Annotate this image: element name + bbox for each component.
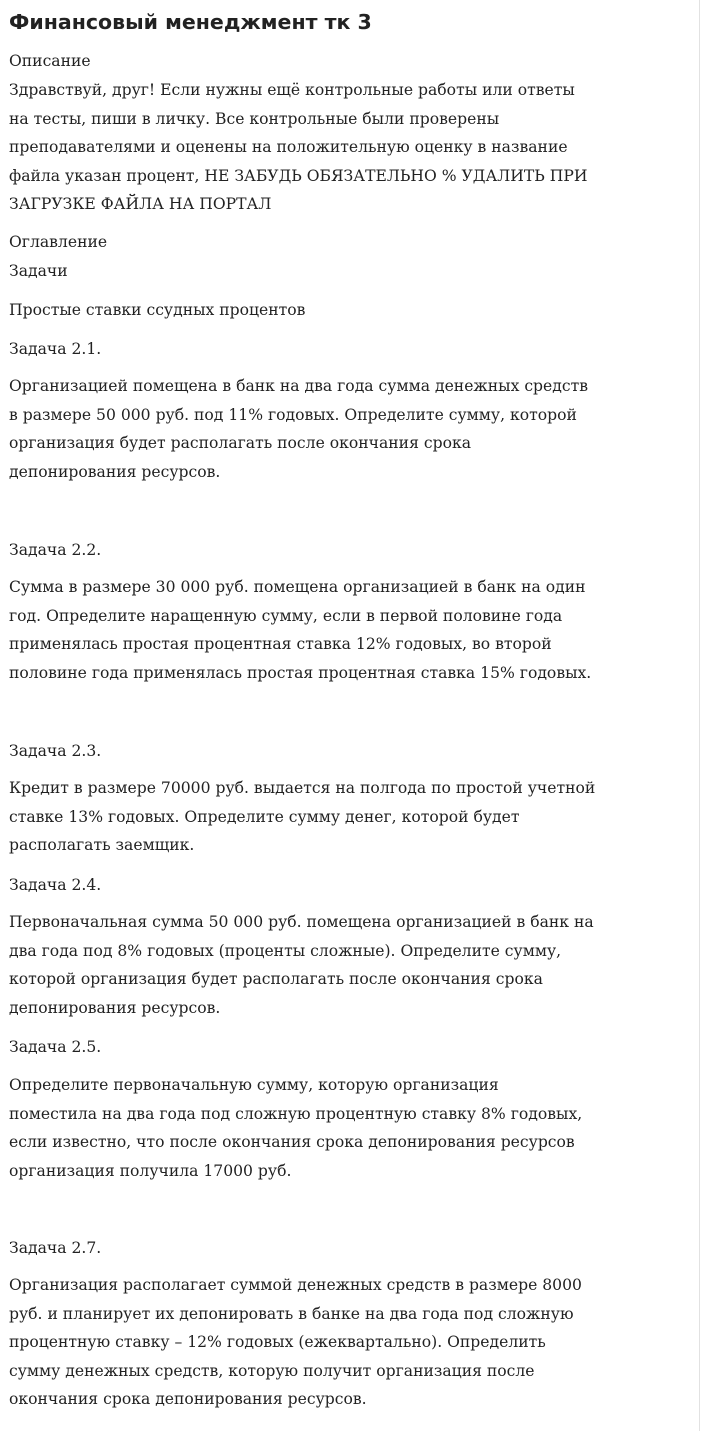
page-title: Финансовый менеджмент тк 3: [9, 10, 372, 34]
text-line: Сумма в размере 30 000 руб. помещена организацией в банк на один: [9, 578, 586, 596]
text-line: организация получила 17000 руб.: [9, 1161, 292, 1180]
section-title: Простые ставки ссудных процентов: [9, 301, 306, 319]
text-line: в размере 50 000 руб. под 11% годовых. Определите сумму, которой: [9, 405, 577, 424]
text-line: которой организация будет располагать после окончания срока: [9, 970, 543, 989]
text-line: ЗАГРУЗКЕ ФАЙЛА НА ПОРТАЛ: [9, 195, 272, 214]
text-line: руб. и планирует их депонировать в банке на два года под сложную: [9, 1304, 574, 1323]
text-line: Организация располагает суммой денежных средств в размере 8000: [9, 1276, 582, 1294]
text-line: ставке 13% годовых. Определите сумму денег, которой будет: [9, 807, 520, 826]
text-line: два года под 8% годовых (проценты сложные). Определите сумму,: [9, 941, 562, 960]
text-line: если известно, что после окончания срока депонирования ресурсов: [9, 1133, 575, 1152]
text-line: год. Определите наращенную сумму, если в первой половине года: [9, 606, 563, 625]
text-line: депонирования ресурсов.: [9, 462, 221, 481]
task-text: [9, 573, 697, 687]
text-line: окончания срока депонирования ресурсов.: [9, 1390, 367, 1409]
text-line: Кредит в размере 70000 руб. выдается на полгода по простой учетной: [9, 779, 596, 797]
task-text: [9, 1071, 697, 1185]
task-title: Задача 2.1.: [9, 340, 102, 358]
text-line: процентную ставку – 12% годовых (ежеквартально). Определить: [9, 1333, 546, 1352]
task-text: [9, 774, 697, 860]
task-title: Задача 2.5.: [9, 1038, 102, 1056]
toc-item-tasks: Задачи: [9, 262, 68, 280]
text-line: файла указан процент, НЕ ЗАБУДЬ ОБЯЗАТЕЛЬНО % УДАЛИТЬ ПРИ: [9, 166, 588, 185]
text-line: Определите первоначальную сумму, которую организация: [9, 1076, 499, 1094]
text-line: располагать заемщик.: [9, 836, 195, 855]
text-line: организация будет располагать после окончания срока: [9, 434, 472, 453]
description-label: Описание: [9, 52, 91, 70]
text-line: Первоначальная сумма 50 000 руб. помещена организацией в банк на: [9, 913, 594, 931]
text-line: на тесты, пиши в личку. Все контрольные были проверены: [9, 109, 500, 128]
text-line: Организацией помещена в банк на два года сумма денежных средств: [9, 377, 589, 395]
toc-label: Оглавление: [9, 233, 108, 251]
task-title: Задача 2.7.: [9, 1239, 102, 1257]
task-title: Задача 2.3.: [9, 742, 102, 760]
task-text: [9, 908, 697, 1022]
description-text: [9, 76, 697, 219]
task-title: Задача 2.4.: [9, 876, 102, 894]
text-line: Здравствуй, друг! Если нужны ещё контрольные работы или ответы: [9, 81, 575, 99]
task-text: [9, 372, 697, 486]
text-line: преподавателями и оценены на положительную оценку в название: [9, 138, 568, 157]
text-line: поместила на два года под сложную процентную ставку 8% годовых,: [9, 1104, 583, 1123]
task-title: Задача 2.2.: [9, 541, 102, 559]
text-line: депонирования ресурсов.: [9, 998, 221, 1017]
text-line: половине года применялась простая процентная ставка 15% годовых.: [9, 663, 592, 682]
task-text: [9, 1271, 697, 1414]
text-line: сумму денежных средств, которую получит организация после: [9, 1361, 535, 1380]
text-line: применялась простая процентная ставка 12% годовых, во второй: [9, 635, 552, 654]
